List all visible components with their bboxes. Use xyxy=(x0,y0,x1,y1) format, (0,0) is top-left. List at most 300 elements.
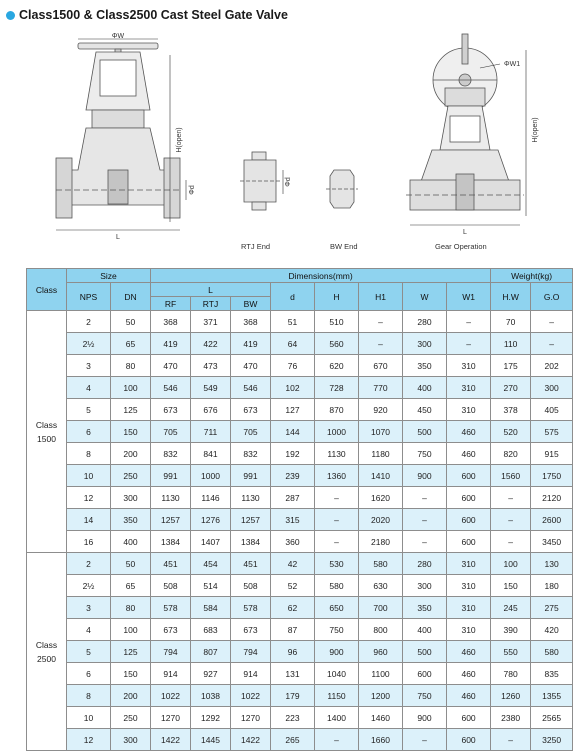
table-cell: 131 xyxy=(271,663,315,685)
table-cell: 6 xyxy=(67,663,111,685)
table-cell: 280 xyxy=(403,311,447,333)
table-cell: 310 xyxy=(447,399,491,421)
table-cell: 12 xyxy=(67,487,111,509)
table-cell: 600 xyxy=(447,465,491,487)
table-cell: 419 xyxy=(151,333,191,355)
table-row xyxy=(27,597,573,619)
table-cell: 1460 xyxy=(359,707,403,729)
caption-gear-operation: Gear Operation xyxy=(435,242,487,251)
table-cell: 620 xyxy=(315,355,359,377)
table-cell: 130 xyxy=(531,553,573,575)
table-cell: – xyxy=(403,487,447,509)
gear-length-label: L xyxy=(463,229,467,236)
table-cell: 350 xyxy=(403,597,447,619)
header-go: G.O xyxy=(531,283,573,311)
caption-rtj-end: RTJ End xyxy=(241,242,271,251)
table-cell: 520 xyxy=(491,421,531,443)
bore-dia-label: Φd xyxy=(189,185,196,195)
table-cell: 510 xyxy=(315,311,359,333)
table-cell: 144 xyxy=(271,421,315,443)
table-row xyxy=(27,421,573,443)
header-l: L xyxy=(151,283,271,297)
table-cell: 1260 xyxy=(491,685,531,707)
table-cell: 1100 xyxy=(359,663,403,685)
table-cell: 832 xyxy=(151,443,191,465)
table-cell: 500 xyxy=(403,641,447,663)
header-bw: BW xyxy=(231,297,271,311)
table-cell: 1070 xyxy=(359,421,403,443)
table-body xyxy=(27,311,573,751)
header-hw: H.W xyxy=(491,283,531,311)
table-cell: 1276 xyxy=(191,509,231,531)
table-cell: 991 xyxy=(151,465,191,487)
table-cell: 310 xyxy=(447,355,491,377)
table-cell: 794 xyxy=(151,641,191,663)
table-cell: 200 xyxy=(111,685,151,707)
table-cell: 10 xyxy=(67,465,111,487)
table-cell: 300 xyxy=(111,729,151,751)
length-label: L xyxy=(116,234,120,241)
table-cell: 50 xyxy=(111,311,151,333)
header-rf: RF xyxy=(151,297,191,311)
table-cell: 12 xyxy=(67,729,111,751)
table-cell: 5 xyxy=(67,641,111,663)
table-cell: 927 xyxy=(191,663,231,685)
table-cell: 560 xyxy=(315,333,359,355)
table-row xyxy=(27,663,573,685)
table-cell: 1422 xyxy=(151,729,191,751)
table-cell: 368 xyxy=(151,311,191,333)
handwheel-dia-label: ΦW xyxy=(111,33,125,40)
table-row xyxy=(27,575,573,597)
table-cell: 8 xyxy=(67,443,111,465)
table-cell: 52 xyxy=(271,575,315,597)
table-cell: 310 xyxy=(447,619,491,641)
class-cell xyxy=(27,311,67,553)
table-cell: 6 xyxy=(67,421,111,443)
class-rating: 2500 xyxy=(37,653,56,664)
table-cell: 422 xyxy=(191,333,231,355)
table-cell: 315 xyxy=(271,509,315,531)
table-cell: – xyxy=(531,311,573,333)
table-cell: – xyxy=(315,487,359,509)
table-cell: 8 xyxy=(67,685,111,707)
table-row xyxy=(27,729,573,751)
table-cell: – xyxy=(315,531,359,553)
table-cell: 705 xyxy=(231,421,271,443)
table-cell: 200 xyxy=(111,443,151,465)
table-cell: 991 xyxy=(231,465,271,487)
table-cell: 70 xyxy=(491,311,531,333)
table-cell: 100 xyxy=(111,377,151,399)
table-cell: 600 xyxy=(447,487,491,509)
table-cell: 287 xyxy=(271,487,315,509)
table-row xyxy=(27,619,573,641)
table-cell: 451 xyxy=(231,553,271,575)
table-cell: 870 xyxy=(315,399,359,421)
table-cell: 1410 xyxy=(359,465,403,487)
table-cell: 310 xyxy=(447,597,491,619)
table-row xyxy=(27,509,573,531)
table-cell: 800 xyxy=(359,619,403,641)
table-cell: 1445 xyxy=(191,729,231,751)
table-cell: 650 xyxy=(315,597,359,619)
table-row xyxy=(27,685,573,707)
table-cell: 514 xyxy=(191,575,231,597)
table-cell: – xyxy=(447,333,491,355)
table-cell: 578 xyxy=(231,597,271,619)
table-cell: 1270 xyxy=(151,707,191,729)
table-cell: 2120 xyxy=(531,487,573,509)
table-cell: 1422 xyxy=(231,729,271,751)
table-cell: – xyxy=(403,509,447,531)
table-cell: 470 xyxy=(231,355,271,377)
table-cell: 584 xyxy=(191,597,231,619)
class-cell xyxy=(27,553,67,751)
table-cell: 575 xyxy=(531,421,573,443)
table-cell: 450 xyxy=(403,399,447,421)
table-cell: – xyxy=(315,509,359,531)
table-cell: 451 xyxy=(151,553,191,575)
table-cell: 549 xyxy=(191,377,231,399)
table-cell: 2½ xyxy=(67,575,111,597)
table-cell: 770 xyxy=(359,377,403,399)
bullet-dot-icon xyxy=(6,11,15,20)
table-header xyxy=(27,269,573,311)
table-cell: 630 xyxy=(359,575,403,597)
table-cell: 300 xyxy=(531,377,573,399)
table-cell: 914 xyxy=(151,663,191,685)
table-cell: 1000 xyxy=(315,421,359,443)
table-cell: 1660 xyxy=(359,729,403,751)
table-cell: 1292 xyxy=(191,707,231,729)
table-cell: 600 xyxy=(447,531,491,553)
table-cell: 832 xyxy=(231,443,271,465)
table-row xyxy=(27,333,573,355)
table-cell: 676 xyxy=(191,399,231,421)
table-cell: 920 xyxy=(359,399,403,421)
table-cell: 2 xyxy=(67,311,111,333)
table-cell: 265 xyxy=(271,729,315,751)
table-cell: 1130 xyxy=(151,487,191,509)
table-cell: 673 xyxy=(231,399,271,421)
header-nps: NPS xyxy=(67,283,111,311)
table-cell: 1146 xyxy=(191,487,231,509)
table-cell: 3 xyxy=(67,355,111,377)
table-cell: 280 xyxy=(403,553,447,575)
table-cell: 350 xyxy=(403,355,447,377)
table-cell: 580 xyxy=(359,553,403,575)
table-cell: 1130 xyxy=(315,443,359,465)
table-cell: 310 xyxy=(447,575,491,597)
table-cell: 578 xyxy=(151,597,191,619)
table-cell: 1400 xyxy=(315,707,359,729)
table-cell: 2020 xyxy=(359,509,403,531)
table-cell: 1257 xyxy=(231,509,271,531)
table-cell: 460 xyxy=(447,421,491,443)
table-cell: 1560 xyxy=(491,465,531,487)
table-cell: 600 xyxy=(403,663,447,685)
table-cell: 420 xyxy=(531,619,573,641)
table-cell: 1384 xyxy=(231,531,271,553)
table-cell: 179 xyxy=(271,685,315,707)
table-cell: 473 xyxy=(191,355,231,377)
header-dn: DN xyxy=(111,283,151,311)
table-cell: 670 xyxy=(359,355,403,377)
table-cell: 673 xyxy=(151,399,191,421)
table-cell: 42 xyxy=(271,553,315,575)
class-rating: 1500 xyxy=(37,433,56,444)
rtj-end-drawing xyxy=(240,152,280,210)
table-cell: 960 xyxy=(359,641,403,663)
table-cell: 705 xyxy=(151,421,191,443)
table-cell: 1407 xyxy=(191,531,231,553)
table-cell: 1022 xyxy=(231,685,271,707)
table-cell: 300 xyxy=(403,575,447,597)
table-cell: 2565 xyxy=(531,707,573,729)
table-cell: 250 xyxy=(111,707,151,729)
table-cell: 127 xyxy=(271,399,315,421)
table-cell: 2380 xyxy=(491,707,531,729)
table-cell: 62 xyxy=(271,597,315,619)
table-cell: – xyxy=(531,333,573,355)
table-cell: 1384 xyxy=(151,531,191,553)
table-cell: 360 xyxy=(271,531,315,553)
table-cell: 1355 xyxy=(531,685,573,707)
table-cell: 10 xyxy=(67,707,111,729)
class-label: Class xyxy=(35,639,58,650)
table-cell: 794 xyxy=(231,641,271,663)
table-cell: 300 xyxy=(403,333,447,355)
table-cell: 600 xyxy=(447,729,491,751)
header-w: W xyxy=(403,283,447,311)
table-cell: 110 xyxy=(491,333,531,355)
table-row xyxy=(27,553,573,575)
table-cell: 275 xyxy=(531,597,573,619)
table-cell: 460 xyxy=(447,663,491,685)
table-cell: 87 xyxy=(271,619,315,641)
header-w1: W1 xyxy=(447,283,491,311)
table-cell: 1200 xyxy=(359,685,403,707)
table-cell: 102 xyxy=(271,377,315,399)
table-cell: 405 xyxy=(531,399,573,421)
table-cell: 150 xyxy=(111,663,151,685)
table-cell: 76 xyxy=(271,355,315,377)
table-cell: 150 xyxy=(491,575,531,597)
table-cell: 400 xyxy=(403,377,447,399)
table-cell: 900 xyxy=(403,707,447,729)
header-weight: Weight(kg) xyxy=(491,269,573,283)
table-cell: 371 xyxy=(191,311,231,333)
table-cell: 750 xyxy=(315,619,359,641)
table-cell: 914 xyxy=(231,663,271,685)
table-cell: 16 xyxy=(67,531,111,553)
table-cell: 508 xyxy=(151,575,191,597)
gear-handwheel-dia-label: ΦW1 xyxy=(504,61,521,68)
table-cell: 841 xyxy=(191,443,231,465)
table-cell: 460 xyxy=(447,641,491,663)
table-cell: 454 xyxy=(191,553,231,575)
table-cell: 1180 xyxy=(359,443,403,465)
table-cell: 1040 xyxy=(315,663,359,685)
table-cell: 1257 xyxy=(151,509,191,531)
table-cell: – xyxy=(491,487,531,509)
table-cell: 64 xyxy=(271,333,315,355)
header-h: H xyxy=(315,283,359,311)
table-cell: – xyxy=(359,311,403,333)
table-cell: 1620 xyxy=(359,487,403,509)
table-cell: 2 xyxy=(67,553,111,575)
table-cell: 900 xyxy=(315,641,359,663)
table-row xyxy=(27,399,573,421)
header-size: Size xyxy=(67,269,151,283)
table-cell: 80 xyxy=(111,597,151,619)
table-cell: 600 xyxy=(447,707,491,729)
table-cell: 683 xyxy=(191,619,231,641)
height-open-label: H(open) xyxy=(176,127,183,153)
table-cell: 1750 xyxy=(531,465,573,487)
valve-drawings xyxy=(0,30,581,260)
table-cell: 245 xyxy=(491,597,531,619)
table-cell: 65 xyxy=(111,575,151,597)
table-cell: 1270 xyxy=(231,707,271,729)
table-cell: 580 xyxy=(531,641,573,663)
table-cell: 1022 xyxy=(151,685,191,707)
table-cell: 4 xyxy=(67,619,111,641)
table-cell: 807 xyxy=(191,641,231,663)
table-cell: 1150 xyxy=(315,685,359,707)
table-cell: 51 xyxy=(271,311,315,333)
table-cell: 820 xyxy=(491,443,531,465)
table-cell: – xyxy=(491,729,531,751)
table-cell: 310 xyxy=(447,553,491,575)
table-row xyxy=(27,443,573,465)
table-cell: 500 xyxy=(403,421,447,443)
table-cell: 700 xyxy=(359,597,403,619)
table-cell: 378 xyxy=(491,399,531,421)
page-title-text: Class1500 & Class2500 Cast Steel Gate Valve xyxy=(19,8,288,22)
table-cell: 202 xyxy=(531,355,573,377)
table-cell: 419 xyxy=(231,333,271,355)
dimensions-table xyxy=(26,268,573,751)
table-cell: 192 xyxy=(271,443,315,465)
table-row xyxy=(27,355,573,377)
table-cell: 2600 xyxy=(531,509,573,531)
table-cell: 460 xyxy=(447,443,491,465)
handwheel-icon xyxy=(78,43,158,49)
table-cell: – xyxy=(359,333,403,355)
table-cell: 1130 xyxy=(231,487,271,509)
table-cell: 96 xyxy=(271,641,315,663)
table-cell: 100 xyxy=(491,553,531,575)
table-row xyxy=(27,641,573,663)
table-cell: 546 xyxy=(231,377,271,399)
handwheel-valve-drawing xyxy=(56,43,180,218)
table-cell: 400 xyxy=(111,531,151,553)
table-cell: 3 xyxy=(67,597,111,619)
table-cell: 350 xyxy=(111,509,151,531)
table-cell: 390 xyxy=(491,619,531,641)
table-cell: 900 xyxy=(403,465,447,487)
table-cell: 65 xyxy=(111,333,151,355)
table-cell: 546 xyxy=(151,377,191,399)
header-d: d xyxy=(271,283,315,311)
table-cell: 3450 xyxy=(531,531,573,553)
table-cell: 368 xyxy=(231,311,271,333)
bw-end-drawing xyxy=(326,170,358,208)
table-cell: – xyxy=(315,729,359,751)
table-cell: 835 xyxy=(531,663,573,685)
header-h1: H1 xyxy=(359,283,403,311)
table-cell: 1360 xyxy=(315,465,359,487)
header-dimensions: Dimensions(mm) xyxy=(151,269,491,283)
table-cell: 3250 xyxy=(531,729,573,751)
table-cell: 673 xyxy=(231,619,271,641)
table-cell: 470 xyxy=(151,355,191,377)
table-cell: 150 xyxy=(111,421,151,443)
caption-bw-end: BW End xyxy=(330,242,358,251)
table-cell: 4 xyxy=(67,377,111,399)
table-cell: 14 xyxy=(67,509,111,531)
table-cell: – xyxy=(491,531,531,553)
table-cell: 600 xyxy=(447,509,491,531)
table-cell: 750 xyxy=(403,443,447,465)
table-cell: – xyxy=(403,531,447,553)
table-cell: 711 xyxy=(191,421,231,443)
table-cell: 2180 xyxy=(359,531,403,553)
table-cell: 580 xyxy=(315,575,359,597)
table-cell: 400 xyxy=(403,619,447,641)
table-cell: 175 xyxy=(491,355,531,377)
header-class: Class xyxy=(27,269,67,311)
table-cell: 270 xyxy=(491,377,531,399)
table-row xyxy=(27,487,573,509)
table-cell: 1038 xyxy=(191,685,231,707)
table-cell: – xyxy=(403,729,447,751)
table-cell: 180 xyxy=(531,575,573,597)
table-cell: 310 xyxy=(447,377,491,399)
table-cell: 250 xyxy=(111,465,151,487)
table-cell: 125 xyxy=(111,641,151,663)
table-cell: 1000 xyxy=(191,465,231,487)
table-cell: 80 xyxy=(111,355,151,377)
table-row xyxy=(27,465,573,487)
rtj-bore-label: Φd xyxy=(285,177,292,187)
table-cell: 2½ xyxy=(67,333,111,355)
table-cell: 780 xyxy=(491,663,531,685)
table-cell: 239 xyxy=(271,465,315,487)
table-cell: 915 xyxy=(531,443,573,465)
header-rtj: RTJ xyxy=(191,297,231,311)
table-cell: – xyxy=(447,311,491,333)
table-cell: – xyxy=(491,509,531,531)
table-row xyxy=(27,707,573,729)
table-cell: 300 xyxy=(111,487,151,509)
table-cell: 5 xyxy=(67,399,111,421)
table-cell: 750 xyxy=(403,685,447,707)
class-label: Class xyxy=(35,419,58,430)
table-cell: 550 xyxy=(491,641,531,663)
table-cell: 673 xyxy=(151,619,191,641)
table-cell: 223 xyxy=(271,707,315,729)
table-row xyxy=(27,531,573,553)
table-cell: 50 xyxy=(111,553,151,575)
table-cell: 728 xyxy=(315,377,359,399)
gear-height-open-label: H(open) xyxy=(532,117,539,143)
table-cell: 100 xyxy=(111,619,151,641)
table-row xyxy=(27,377,573,399)
page-title xyxy=(6,8,288,22)
